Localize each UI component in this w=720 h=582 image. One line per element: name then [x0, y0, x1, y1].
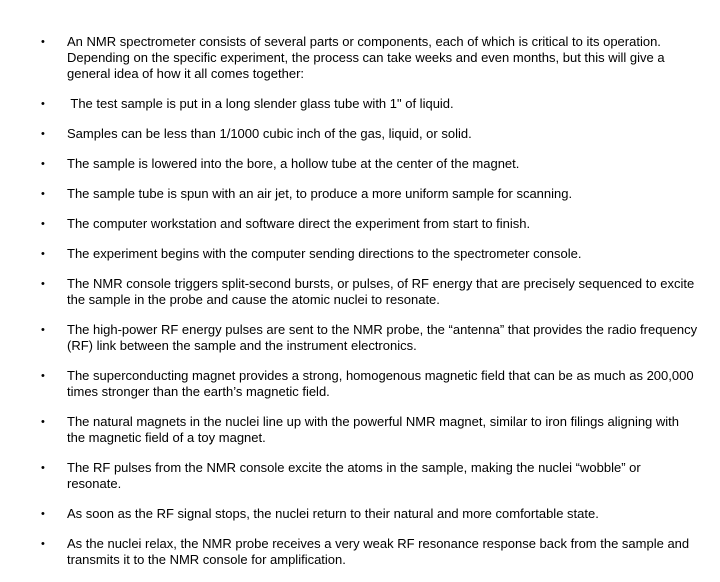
- bullet-item: [38, 414, 698, 446]
- bullet-item: [38, 216, 698, 232]
- bullet-icon: •: [41, 98, 45, 110]
- bullet-text: Samples can be less than 1/1000 cubic inch of the gas, liquid, or solid.: [67, 126, 472, 141]
- bullet-item: [38, 506, 698, 522]
- bullet-item: [38, 368, 698, 400]
- bullet-text: The RF pulses from the NMR console excite the atoms in the sample, making the nuclei “wobble” or resonate.: [67, 460, 641, 491]
- bullet-icon: •: [41, 188, 45, 200]
- bullet-item: [38, 96, 698, 112]
- bullet-text: The natural magnets in the nuclei line up with the powerful NMR magnet, similar to iron filings aligning with the magnetic field of a toy magnet.: [67, 414, 680, 445]
- bullet-text: The test sample is put in a long slender glass tube with 1" of liquid.: [67, 96, 454, 111]
- bullet-item: [38, 322, 698, 354]
- bullet-text: The high-power RF energy pulses are sent to the NMR probe, the “antenna” that provides the radio frequency (RF) link between the sample and the instrument electronics.: [67, 322, 698, 353]
- bullet-text: The sample is lowered into the bore, a hollow tube at the center of the magnet.: [67, 156, 520, 171]
- bullet-text: The computer workstation and software direct the experiment from start to finish.: [67, 216, 531, 231]
- bullet-item: [38, 34, 698, 82]
- bullet-text: As the nuclei relax, the NMR probe receives a very weak RF resonance response back from the sample and transmits it to the NMR console for amplification.: [67, 536, 690, 567]
- bullet-icon: •: [41, 278, 45, 290]
- bullet-item: [38, 246, 698, 262]
- bullet-text: The superconducting magnet provides a strong, homogenous magnetic field that can be as much as 200,000 times stronger than the earth’s magnetic field.: [67, 368, 694, 399]
- bullet-text: The sample tube is spun with an air jet, to produce a more uniform sample for scanning.: [67, 186, 573, 201]
- bullet-icon: •: [41, 158, 45, 170]
- bullet-icon: •: [41, 462, 45, 474]
- bullet-icon: •: [41, 248, 45, 260]
- bullet-item: [38, 156, 698, 172]
- bullet-text: An NMR spectrometer consists of several parts or components, each of which is critical to its operation. Depending on the specific experiment, the process can take weeks and even months, but this will give a general idea of how it all comes together:: [67, 34, 665, 81]
- bullet-text: As soon as the RF signal stops, the nuclei return to their natural and more comfortable state.: [67, 506, 599, 521]
- bullet-icon: •: [41, 538, 45, 550]
- bullet-text: The NMR console triggers split-second bursts, or pulses, of RF energy that are precisely sequenced to excite the sample in the probe and cause the atomic nuclei to resonate.: [67, 276, 695, 307]
- bullet-icon: •: [41, 370, 45, 382]
- bullet-icon: •: [41, 324, 45, 336]
- bullet-item: [38, 126, 698, 142]
- bullet-list: [38, 34, 698, 582]
- bullet-icon: •: [41, 416, 45, 428]
- bullet-item: [38, 460, 698, 492]
- bullet-text: The experiment begins with the computer sending directions to the spectrometer console.: [67, 246, 582, 261]
- bullet-item: [38, 536, 698, 568]
- bullet-icon: •: [41, 36, 45, 48]
- bullet-item: [38, 186, 698, 202]
- bullet-item: [38, 276, 698, 308]
- bullet-icon: •: [41, 218, 45, 230]
- bullet-icon: •: [41, 508, 45, 520]
- bullet-icon: •: [41, 128, 45, 140]
